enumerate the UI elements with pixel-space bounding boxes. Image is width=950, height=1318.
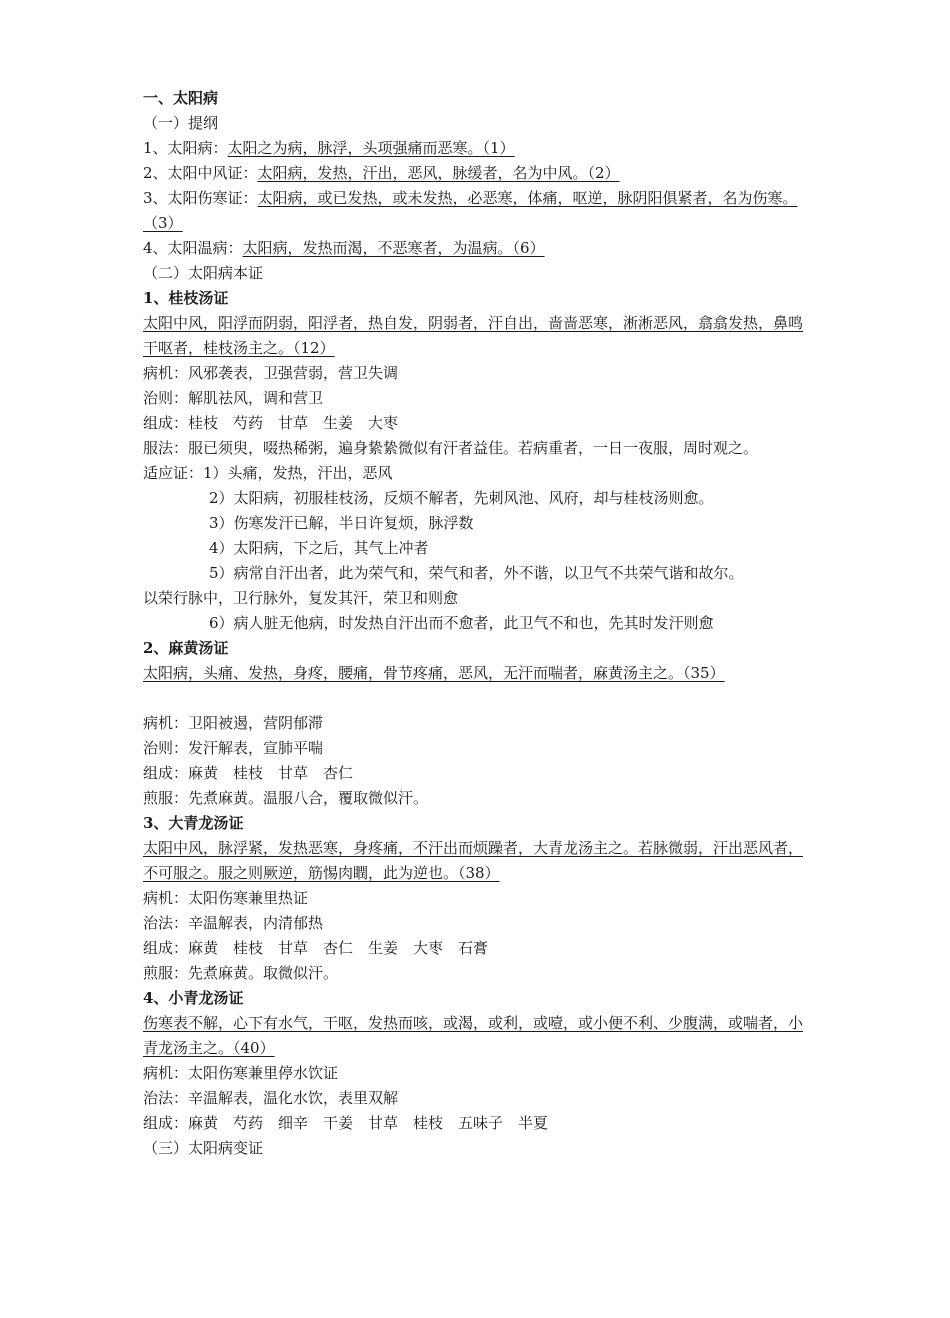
underlined-quote: 伤寒表不解，心下有水气，干呕，发热而咳，或渴，或利，或噎，或小便不利、少腹满，或喘者，小青龙汤主之。（40） [143, 1014, 804, 1057]
text-line [143, 136, 815, 161]
line-label: 1、太阳病： [143, 139, 228, 157]
line-text: （一）提纲 [143, 114, 219, 132]
text-line [143, 1086, 815, 1111]
text-line [143, 186, 815, 236]
underlined-quote: 太阳病，发热而渴，不恶寒者，为温病。（6） [242, 239, 545, 257]
line-text: 适应证：1）头痛，发热，汗出，恶风 [143, 464, 393, 482]
line-text: 治法：辛温解表，温化水饮，表里双解 [143, 1089, 399, 1107]
line-text: 治法：辛温解表，内清郁热 [143, 914, 324, 932]
line-text: 5）病常自汗出者，此为荣气和，荣气和者，外不谐，以卫气不共荣气谐和故尔。 [209, 564, 744, 582]
text-line [143, 311, 815, 361]
document-page [143, 86, 815, 1161]
section-heading [143, 811, 815, 836]
line-text: 1、桂枝汤证 [143, 289, 229, 307]
underlined-quote: 太阳中风，阳浮而阴弱，阳浮者，热自发，阴弱者，汗自出，啬啬恶寒，淅淅恶风，翕翕发热，鼻鸣干呕者，桂枝汤主之。（12） [143, 314, 804, 357]
text-line [143, 736, 815, 761]
line-text: 6）病人脏无他病，时发热自汗出而不愈者，此卫气不和也，先其时发汗则愈 [209, 614, 714, 632]
text-line [143, 911, 815, 936]
line-text: 2）太阳病，初服桂枝汤，反烦不解者，先刺风池、风府，却与桂枝汤则愈。 [209, 489, 714, 507]
text-line [143, 386, 815, 411]
line-label: 2、太阳中风证： [143, 164, 258, 182]
line-text: 服法：服已须臾，啜热稀粥，遍身絷絷微似有汗者益佳。若病重者，一日一夜服，周时观之。 [143, 439, 759, 457]
line-label: 4、太阳温病： [143, 239, 243, 257]
text-line [143, 1136, 815, 1161]
line-text: 治则：发汗解表，宣肺平喘 [143, 739, 324, 757]
text-line [143, 836, 815, 886]
text-line [143, 436, 815, 461]
line-text: 3、大青龙汤证 [143, 814, 244, 832]
section-heading [143, 636, 815, 661]
text-line [143, 111, 815, 136]
text-line [143, 936, 815, 961]
text-line [143, 1011, 815, 1061]
text-line [143, 711, 815, 736]
line-text: 治则：解肌祛风，调和营卫 [143, 389, 324, 407]
line-text: 组成：麻黄 芍药 细辛 干姜 甘草 桂枝 五味子 半夏 [143, 1114, 549, 1132]
line-text: 煎服：先煮麻黄。取微似汗。 [143, 964, 339, 982]
text-line [143, 161, 815, 186]
line-text: 4）太阳病，下之后，其气上冲者 [209, 539, 429, 557]
text-line [143, 611, 815, 636]
text-line [143, 761, 815, 786]
text-line [143, 511, 815, 536]
line-text: 2、麻黄汤证 [143, 639, 229, 657]
section-heading [143, 986, 815, 1011]
text-line [143, 1111, 815, 1136]
text-line [143, 561, 815, 586]
line-text: 4、小青龙汤证 [143, 989, 244, 1007]
line-text: 组成：麻黄 桂枝 甘草 杏仁 [143, 764, 354, 782]
line-text: 以荣行脉中，卫行脉外，复发其汗，荣卫和则愈 [143, 589, 459, 607]
text-line [143, 886, 815, 911]
line-text: 组成：桂枝 芍药 甘草 生姜 大枣 [143, 414, 399, 432]
text-line [143, 536, 815, 561]
underlined-quote: 太阳中风，脉浮紧，发热恶寒，身疼痛，不汗出而烦躁者，大青龙汤主之。若脉微弱，汗出恶风者，不可服之。服之则厥逆，筋惕肉瞤，此为逆也。（38） [143, 839, 804, 882]
line-text: 病机：卫阳被遏，营阴郁滞 [143, 714, 324, 732]
line-text: 煎服：先煮麻黄。温服八合，覆取微似汗。 [143, 789, 429, 807]
underlined-quote: 太阳病，发热，汗出，恶风，脉缓者，名为中风。（2） [257, 164, 620, 182]
underlined-quote: 太阳病，或已发热，或未发热，必恶寒，体痛，呕逆，脉阴阳俱紧者，名为伤寒。（3） [143, 189, 798, 232]
text-line [143, 786, 815, 811]
underlined-quote: 太阳病，头痛、发热，身疼，腰痛，骨节疼痛，恶风，无汗而喘者，麻黄汤主之。（35） [143, 664, 725, 682]
text-line [143, 261, 815, 286]
text-line [143, 361, 815, 386]
line-text: 病机：太阳伤寒兼里热证 [143, 889, 309, 907]
line-text: 病机：太阳伤寒兼里停水饮证 [143, 1064, 339, 1082]
text-line [143, 961, 815, 986]
text-line [143, 1061, 815, 1086]
text-line [143, 411, 815, 436]
line-label: 3、太阳伤寒证： [143, 189, 258, 207]
underlined-quote: 太阳之为病，脉浮，头项强痛而恶寒。（1） [227, 139, 515, 157]
line-text: （三）太阳病变证 [143, 1139, 264, 1157]
text-line [143, 486, 815, 511]
text-line [143, 461, 815, 486]
line-text: 组成：麻黄 桂枝 甘草 杏仁 生姜 大枣 石膏 [143, 939, 489, 957]
text-line [143, 236, 815, 261]
line-text: 3）伤寒发汗已解，半日许复烦，脉浮数 [209, 514, 474, 532]
section-heading [143, 286, 815, 311]
text-line [143, 661, 815, 686]
text-line [143, 586, 815, 611]
line-text: 病机：风邪袭表，卫强营弱，营卫失调 [143, 364, 399, 382]
section-heading [143, 86, 815, 111]
blank-line [143, 686, 815, 711]
line-text: （二）太阳病本证 [143, 264, 264, 282]
line-text: 一、太阳病 [143, 89, 219, 107]
